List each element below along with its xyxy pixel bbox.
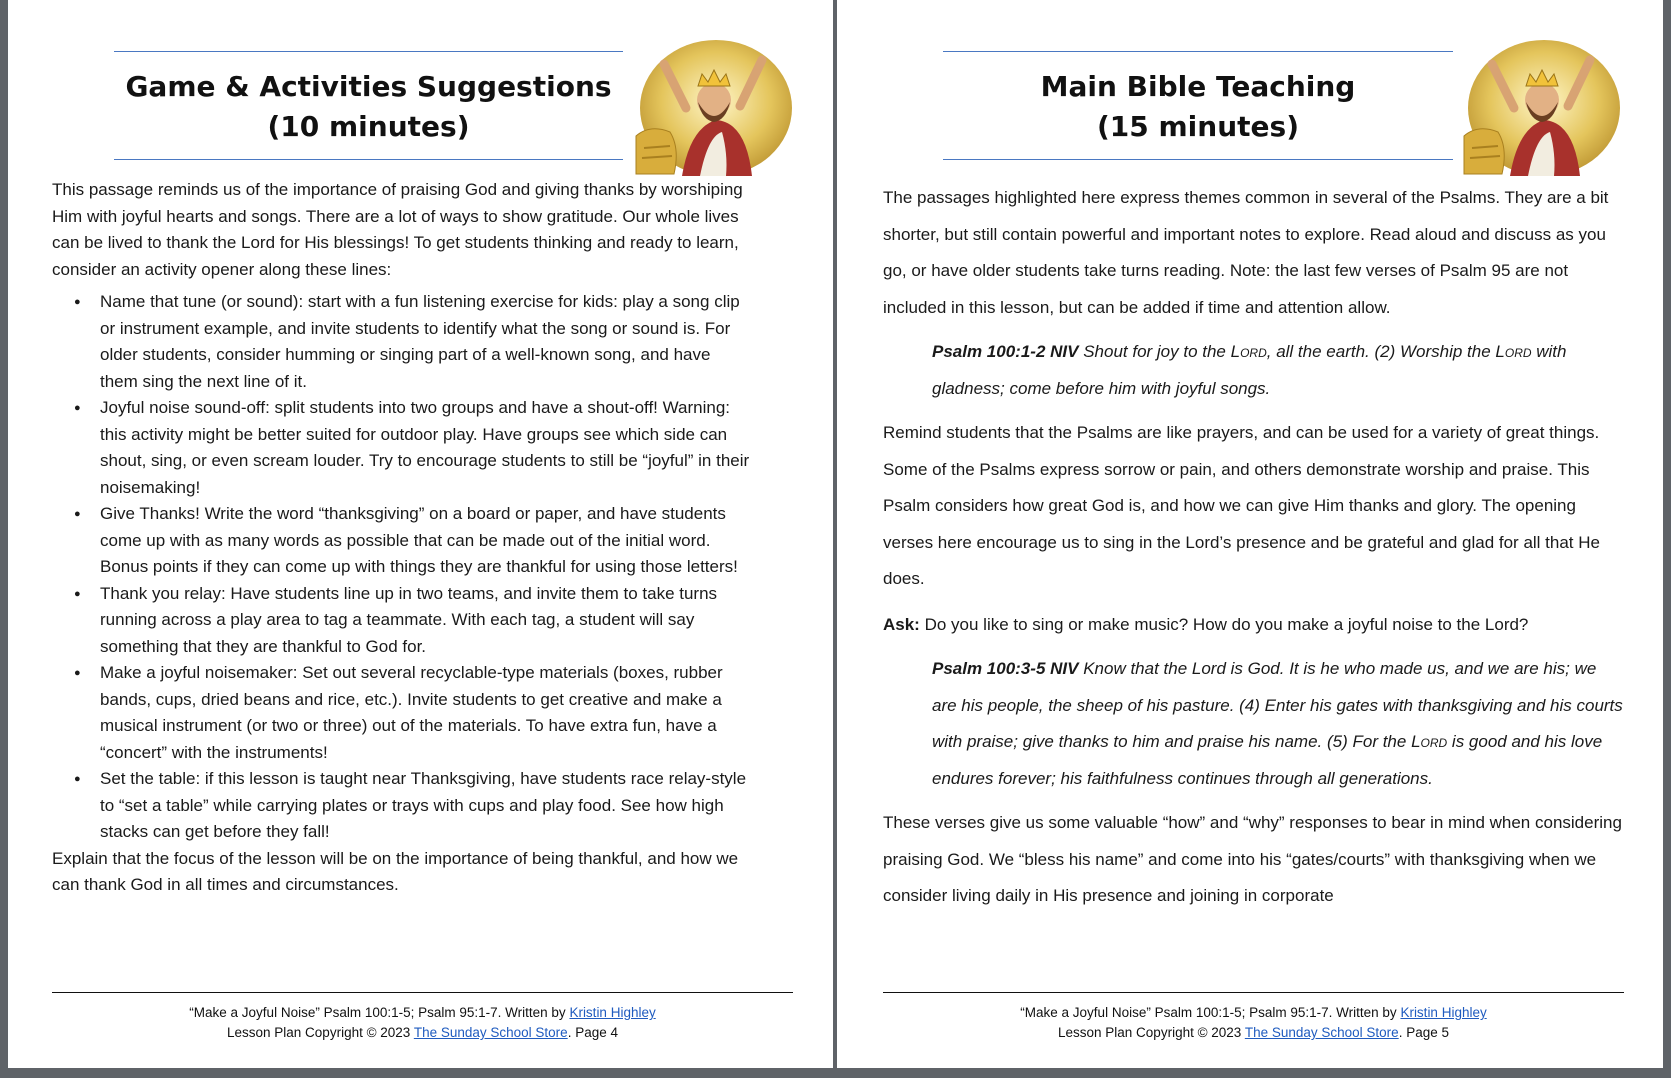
teaching-body	[883, 180, 1623, 915]
title-top-rule	[943, 51, 1453, 52]
page-footer	[883, 1003, 1624, 1043]
author-link[interactable]: Kristin Highley	[569, 1005, 656, 1020]
copyright-text: Lesson Plan Copyright © 2023	[227, 1025, 414, 1040]
page-number: . Page 4	[567, 1025, 618, 1040]
list-item: ● Name that tune (or sound): start with a fun listening exercise for kids: play a song clip or instrument example, and invite students to identify what the song or sound is. For older students, consider humming or singing part of a well-known song, and have them sing the next line of it.	[100, 289, 752, 395]
title-top-rule	[114, 51, 623, 52]
title-line-1: Game & Activities Suggestions	[125, 70, 612, 103]
scripture-quote: Psalm 100:3-5 NIV Know that the Lord is God. It is he who made us, and we are his; we are his people, the sheep of his pasture. (4) Enter his gates with thanksgiving and his courts with praise; give thanks to him and praise his name. (5) For the Lord is good and his love endures forever; his faithfulness continues through all generations.	[932, 659, 1623, 788]
footer-line-1	[52, 1003, 793, 1023]
scripture-quote: Psalm 100:1-2 NIV Shout for joy to the Lord, all the earth. (2) Worship the Lord with gladness; come before him with joyful songs.	[932, 342, 1567, 398]
title-line-2: (15 minutes)	[1097, 110, 1299, 143]
responses-paragraph: These verses give us some valuable “how” and “why” responses to bear in mind when considering praising God. We “bless his name” and come into his “gates/courts” with thanksgiving when we consider living daily in His presence and joining in corporate	[883, 813, 1622, 905]
title-line-1: Main Bible Teaching	[1040, 70, 1356, 103]
list-item: ● Give Thanks! Write the word “thanksgiving” on a board or paper, and have students come up with as many words as possible that can be made out of the initial word. Bonus points if they can come up with things they are thankful for using those letters!	[100, 501, 752, 581]
title-line-2: (10 minutes)	[267, 110, 470, 143]
footer-line-2	[52, 1023, 793, 1043]
list-item: ● Make a joyful noisemaker: Set out several recyclable-type materials (boxes, rubber bands, cups, dried beans and rice, etc.). Invite students to get creative and make a musical instrument (or two or three) out of the materials. To have extra fun, have a “concert” with the instruments!	[100, 660, 752, 766]
store-link[interactable]: The Sunday School Store	[1244, 1025, 1399, 1040]
intro-paragraph: The passages highlighted here express themes common in several of the Psalms. They are a bit shorter, but still contain powerful and important notes to explore. Read aloud and discuss as you go, or have older students take turns reading. Note: the last few verses of Psalm 95 are not included in this lesson, but can be added if time and attention allow.	[883, 188, 1609, 317]
list-item: ● Thank you relay: Have students line up in two teams, and invite them to take turns running across a play area to tag a teammate. With each tag, a student will say something that they are thankful to God for.	[100, 581, 752, 661]
footer-citation: “Make a Joyful Noise” Psalm 100:1-5; Psalm 95:1-7. Written by	[1020, 1005, 1401, 1020]
copyright-text: Lesson Plan Copyright © 2023	[1058, 1025, 1245, 1040]
page-title	[943, 67, 1453, 147]
title-bottom-rule	[943, 159, 1453, 160]
scripture-reference: Psalm 100:1-2 NIV	[932, 342, 1079, 361]
document-page-4	[8, 0, 833, 1068]
ask-label: Ask:	[883, 614, 920, 634]
list-item: ● Joyful noise sound-off: split students into two groups and have a shout-off! Warning: this activity might be better suited for outdoor play. Have groups see which side can shout, sing, or even scream louder. Try to encourage students to still be “joyful” in their noisemaking!	[100, 395, 752, 501]
author-link[interactable]: Kristin Highley	[1400, 1005, 1487, 1020]
psalms-paragraph: Remind students that the Psalms are like prayers, and can be used for a variety of great things. Some of the Psalms express sorrow or pain, and others demonstrate worship and praise. This Psalm considers how great God is, and how we can give Him thanks and glory. The opening verses here encourage us to sing in the Lord’s presence and be grateful and glad for all that He does.	[883, 423, 1600, 588]
ask-question: Ask: Do you like to sing or make music? How do you make a joyful noise to the Lord?	[883, 614, 1529, 634]
outro-paragraph: Explain that the focus of the lesson will be on the importance of being thankful, and how we can thank God in all times and circumstances.	[52, 848, 739, 894]
list-item: ● Set the table: if this lesson is taught near Thanksgiving, have students race relay-style to “set a table” while carrying plates or trays with cups and play food. See how high stacks can get before they fall!	[100, 766, 752, 846]
footer-line-2	[883, 1023, 1624, 1043]
title-bottom-rule	[114, 159, 623, 160]
document-page-5	[837, 0, 1663, 1068]
activity-list	[52, 289, 752, 846]
footer-rule	[883, 992, 1624, 993]
king-praising-illustration	[1458, 36, 1623, 178]
footer-citation: “Make a Joyful Noise” Psalm 100:1-5; Psalm 95:1-7. Written by	[189, 1005, 570, 1020]
page-title	[114, 67, 623, 147]
intro-paragraph: This passage reminds us of the importance of praising God and giving thanks by worshiping Him with joyful hearts and songs. There are a lot of ways to show gratitude. Our whole lives can be lived to thank the Lord for His blessings! To get students thinking and ready to learn, consider an activity opener along these lines:	[52, 180, 743, 279]
activities-body	[52, 177, 752, 899]
scripture-reference: Psalm 100:3-5 NIV	[932, 659, 1079, 678]
store-link[interactable]: The Sunday School Store	[413, 1025, 568, 1040]
footer-line-1	[883, 1003, 1624, 1023]
footer-rule	[52, 992, 793, 993]
page-footer	[52, 1003, 793, 1043]
page-number: . Page 5	[1398, 1025, 1449, 1040]
king-praising-illustration	[630, 36, 795, 178]
